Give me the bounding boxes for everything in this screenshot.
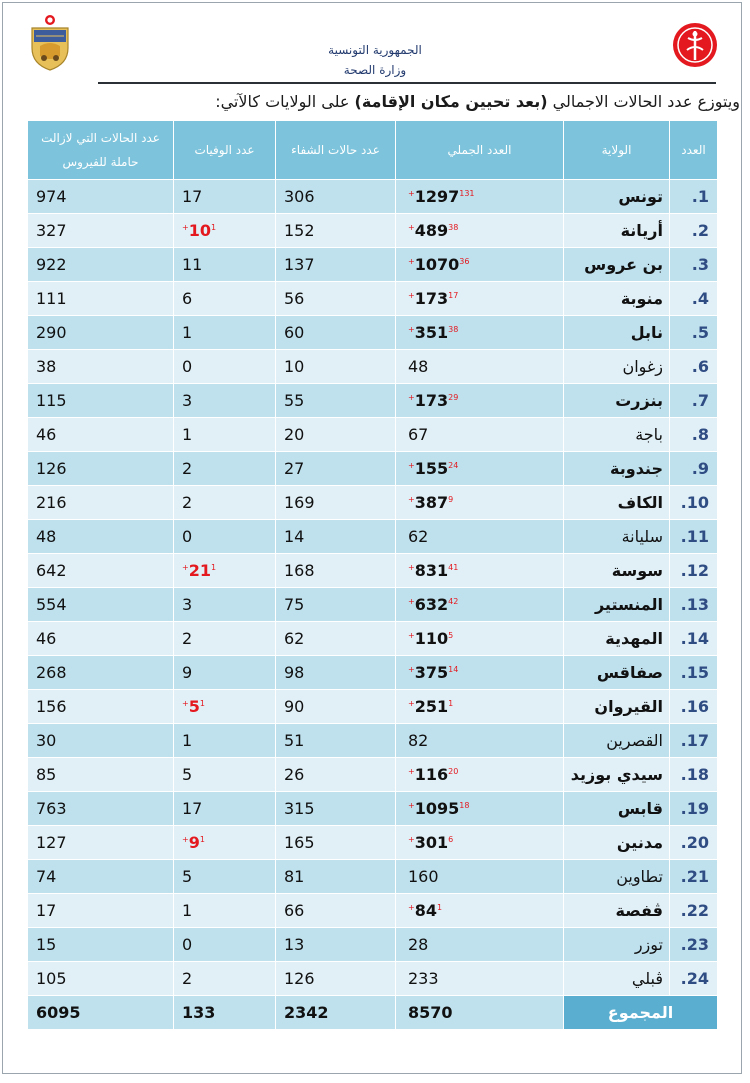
deaths-value: 2 (182, 459, 193, 478)
recovered-sum: 2342 (276, 996, 396, 1030)
recovered-value: 306 (276, 180, 396, 214)
governorate-name: منوبة (564, 282, 670, 316)
deaths-cell (174, 588, 276, 622)
ministry-heading (0, 40, 750, 80)
row-index: 24. (670, 962, 718, 996)
table-row (28, 860, 718, 894)
row-index: 8. (670, 418, 718, 452)
deaths-cell (174, 928, 276, 962)
deaths-value: 10 (188, 221, 211, 240)
col-header-index: العدد (670, 121, 718, 180)
row-index: 15. (670, 656, 718, 690)
total-cell (396, 418, 564, 452)
governorate-name: القصرين (564, 724, 670, 758)
republic-label: الجمهورية التونسية (328, 43, 422, 57)
governorate-name: نابل (564, 316, 670, 350)
recovered-value: 26 (276, 758, 396, 792)
recovered-value: 152 (276, 214, 396, 248)
deaths-cell (174, 656, 276, 690)
deaths-cell (174, 690, 276, 724)
deaths-value: 6 (182, 289, 193, 308)
deaths-value: 2 (182, 969, 193, 988)
deaths-cell (174, 384, 276, 418)
total-delta: 38+ (408, 324, 459, 334)
deaths-cell (174, 520, 276, 554)
active-value: 46 (28, 418, 174, 452)
deaths-value: 17 (182, 187, 203, 206)
deaths-cell (174, 180, 276, 214)
total-value: 632 (414, 595, 449, 614)
total-delta: 38+ (408, 222, 459, 232)
active-value: 327 (28, 214, 174, 248)
deaths-value: 0 (182, 357, 193, 376)
header-divider (98, 82, 716, 84)
active-value: 111 (28, 282, 174, 316)
governorate-name: ڨفصة (564, 894, 670, 928)
deaths-cell (174, 316, 276, 350)
row-index: 18. (670, 758, 718, 792)
governorate-name: قابس (564, 792, 670, 826)
total-value: 1297 (414, 187, 460, 206)
total-delta: 9+ (408, 494, 454, 504)
row-index: 21. (670, 860, 718, 894)
total-delta: 36+ (408, 256, 470, 266)
row-index: 3. (670, 248, 718, 282)
recovered-value: 14 (276, 520, 396, 554)
row-index: 9. (670, 452, 718, 486)
governorate-name: المهدية (564, 622, 670, 656)
total-delta: 131+ (408, 188, 475, 198)
active-value: 974 (28, 180, 174, 214)
deaths-value: 5 (182, 765, 193, 784)
totals-row (28, 996, 718, 1030)
total-value: 48 (408, 357, 429, 376)
governorate-name: ڨبلي (564, 962, 670, 996)
deaths-value: 3 (182, 391, 193, 410)
table-row (28, 350, 718, 384)
deaths-delta: 1+ (182, 222, 217, 232)
recovered-value: 55 (276, 384, 396, 418)
table-row (28, 962, 718, 996)
total-value: 62 (408, 527, 429, 546)
deaths-value: 5 (188, 697, 200, 716)
deaths-cell (174, 826, 276, 860)
total-cell (396, 894, 564, 928)
row-index: 7. (670, 384, 718, 418)
governorate-name: بن عروس (564, 248, 670, 282)
total-cell (396, 350, 564, 384)
total-cell (396, 452, 564, 486)
recovered-value: 51 (276, 724, 396, 758)
active-value: 85 (28, 758, 174, 792)
deaths-cell (174, 350, 276, 384)
intro-suffix: على الولايات كالآتي: (215, 92, 350, 111)
table-row (28, 418, 718, 452)
total-cell (396, 486, 564, 520)
intro-prefix: ويتوزع عدد الحالات الاجمالي (552, 92, 740, 111)
total-cell (396, 384, 564, 418)
row-index: 6. (670, 350, 718, 384)
deaths-cell (174, 282, 276, 316)
active-value: 38 (28, 350, 174, 384)
active-value: 763 (28, 792, 174, 826)
active-value: 216 (28, 486, 174, 520)
deaths-cell (174, 758, 276, 792)
deaths-cell (174, 486, 276, 520)
deaths-value: 1 (182, 323, 193, 342)
active-value: 642 (28, 554, 174, 588)
total-value: 387 (414, 493, 449, 512)
active-value: 126 (28, 452, 174, 486)
total-delta: 18+ (408, 800, 470, 810)
total-cell (396, 656, 564, 690)
col-header-total: العدد الجملي (396, 121, 564, 180)
total-cell (396, 860, 564, 894)
total-value: 1095 (414, 799, 460, 818)
table-row (28, 826, 718, 860)
active-sum: 6095 (28, 996, 174, 1030)
deaths-value: 1 (182, 425, 193, 444)
total-cell (396, 758, 564, 792)
governorate-name: القيروان (564, 690, 670, 724)
table-row (28, 248, 718, 282)
recovered-value: 165 (276, 826, 396, 860)
governorate-name: مدنين (564, 826, 670, 860)
row-index: 10. (670, 486, 718, 520)
active-value: 15 (28, 928, 174, 962)
total-cell (396, 928, 564, 962)
total-value: 28 (408, 935, 429, 954)
recovered-value: 126 (276, 962, 396, 996)
total-value: 160 (408, 867, 439, 886)
recovered-value: 315 (276, 792, 396, 826)
row-index: 19. (670, 792, 718, 826)
row-index: 13. (670, 588, 718, 622)
table-row (28, 520, 718, 554)
row-index: 12. (670, 554, 718, 588)
deaths-cell (174, 962, 276, 996)
row-index: 23. (670, 928, 718, 962)
row-index: 2. (670, 214, 718, 248)
deaths-value: 9 (182, 663, 193, 682)
table-row (28, 486, 718, 520)
total-cell (396, 690, 564, 724)
deaths-value: 1 (182, 901, 193, 920)
deaths-cell (174, 792, 276, 826)
table-row (28, 180, 718, 214)
recovered-value: 90 (276, 690, 396, 724)
deaths-value: 2 (182, 629, 193, 648)
active-value: 156 (28, 690, 174, 724)
total-cell (396, 724, 564, 758)
row-index: 11. (670, 520, 718, 554)
deaths-delta: 1+ (182, 698, 205, 708)
total-value: 155 (414, 459, 449, 478)
health-ministry-logo-icon (672, 22, 718, 68)
active-value: 17 (28, 894, 174, 928)
total-delta: 1+ (408, 698, 454, 708)
total-delta: 24+ (408, 460, 459, 470)
total-cell (396, 588, 564, 622)
deaths-cell (174, 724, 276, 758)
recovered-value: 56 (276, 282, 396, 316)
table-row (28, 724, 718, 758)
governorate-name: زغوان (564, 350, 670, 384)
total-cell (396, 554, 564, 588)
intro-sentence (150, 92, 740, 111)
deaths-cell (174, 622, 276, 656)
table-row (28, 588, 718, 622)
row-index: 20. (670, 826, 718, 860)
governorate-name: توزر (564, 928, 670, 962)
deaths-value: 21 (188, 561, 211, 580)
governorate-name: المنستير (564, 588, 670, 622)
total-delta: 14+ (408, 664, 459, 674)
total-delta: 29+ (408, 392, 459, 402)
total-value: 1070 (414, 255, 460, 274)
governorate-name: أريانة (564, 214, 670, 248)
total-cell (396, 180, 564, 214)
active-value: 554 (28, 588, 174, 622)
recovered-value: 137 (276, 248, 396, 282)
table-row (28, 214, 718, 248)
total-delta: 41+ (408, 562, 459, 572)
col-header-deaths: عدد الوفيات (174, 121, 276, 180)
totals-label: المجموع (564, 996, 718, 1030)
deaths-cell (174, 452, 276, 486)
total-cell (396, 622, 564, 656)
recovered-value: 10 (276, 350, 396, 384)
total-delta: 42+ (408, 596, 459, 606)
table-row (28, 316, 718, 350)
cases-table (27, 120, 718, 1030)
active-value: 127 (28, 826, 174, 860)
table-row (28, 792, 718, 826)
deaths-cell (174, 894, 276, 928)
deaths-delta: 1+ (182, 562, 217, 572)
total-value: 233 (408, 969, 439, 988)
deaths-value: 2 (182, 493, 193, 512)
table-header-row (28, 121, 718, 180)
governorate-name: تونس (564, 180, 670, 214)
row-index: 14. (670, 622, 718, 656)
deaths-cell (174, 248, 276, 282)
total-cell (396, 214, 564, 248)
total-value: 173 (414, 391, 449, 410)
active-value: 48 (28, 520, 174, 554)
recovered-value: 98 (276, 656, 396, 690)
deaths-value: 5 (182, 867, 193, 886)
row-index: 5. (670, 316, 718, 350)
table-row (28, 452, 718, 486)
row-index: 22. (670, 894, 718, 928)
col-header-active: عدد الحالات التي لازالت حاملة للفيروس (28, 121, 174, 180)
active-value: 74 (28, 860, 174, 894)
deaths-delta: 1+ (182, 834, 205, 844)
row-index: 16. (670, 690, 718, 724)
recovered-value: 60 (276, 316, 396, 350)
governorate-name: سوسة (564, 554, 670, 588)
intro-bold: (بعد تحيين مكان الإقامة) (354, 92, 548, 111)
recovered-value: 81 (276, 860, 396, 894)
total-delta: 17+ (408, 290, 459, 300)
col-header-recovered: عدد حالات الشفاء (276, 121, 396, 180)
active-value: 46 (28, 622, 174, 656)
recovered-value: 62 (276, 622, 396, 656)
total-value: 831 (414, 561, 449, 580)
deaths-value: 9 (188, 833, 200, 852)
governorate-name: سيدي بوزيد (564, 758, 670, 792)
governorate-name: جندوبة (564, 452, 670, 486)
table-row (28, 656, 718, 690)
table-row (28, 282, 718, 316)
total-cell (396, 962, 564, 996)
governorate-name: الكاف (564, 486, 670, 520)
deaths-value: 0 (182, 527, 193, 546)
table-row (28, 690, 718, 724)
active-value: 30 (28, 724, 174, 758)
total-cell (396, 826, 564, 860)
deaths-sum: 133 (174, 996, 276, 1030)
recovered-value: 20 (276, 418, 396, 452)
deaths-cell (174, 214, 276, 248)
total-cell (396, 792, 564, 826)
deaths-value: 1 (182, 731, 193, 750)
total-value: 67 (408, 425, 429, 444)
total-delta: 6+ (408, 834, 454, 844)
deaths-value: 17 (182, 799, 203, 818)
total-value: 116 (414, 765, 449, 784)
active-value: 290 (28, 316, 174, 350)
deaths-value: 0 (182, 935, 193, 954)
ministry-label: وزارة الصحة (343, 63, 407, 77)
governorate-name: باجة (564, 418, 670, 452)
total-sum: 8570 (396, 996, 564, 1030)
active-value: 105 (28, 962, 174, 996)
total-value: 375 (414, 663, 449, 682)
row-index: 1. (670, 180, 718, 214)
total-cell (396, 248, 564, 282)
recovered-value: 66 (276, 894, 396, 928)
active-value: 922 (28, 248, 174, 282)
total-value: 173 (414, 289, 449, 308)
recovered-value: 13 (276, 928, 396, 962)
deaths-cell (174, 860, 276, 894)
total-value: 251 (414, 697, 449, 716)
table-row (28, 384, 718, 418)
governorate-name: تطاوين (564, 860, 670, 894)
deaths-value: 11 (182, 255, 203, 274)
table-row (28, 758, 718, 792)
table-row (28, 554, 718, 588)
col-header-governorate: الولاية (564, 121, 670, 180)
row-index: 4. (670, 282, 718, 316)
total-value: 489 (414, 221, 449, 240)
total-cell (396, 316, 564, 350)
deaths-value: 3 (182, 595, 193, 614)
recovered-value: 27 (276, 452, 396, 486)
total-cell (396, 520, 564, 554)
governorate-name: بنزرت (564, 384, 670, 418)
table-row (28, 928, 718, 962)
governorate-name: سليانة (564, 520, 670, 554)
deaths-cell (174, 554, 276, 588)
total-delta: 20+ (408, 766, 459, 776)
active-value: 115 (28, 384, 174, 418)
recovered-value: 75 (276, 588, 396, 622)
total-value: 301 (414, 833, 449, 852)
total-value: 82 (408, 731, 429, 750)
recovered-value: 168 (276, 554, 396, 588)
total-delta: 5+ (408, 630, 454, 640)
total-value: 84 (414, 901, 437, 920)
governorate-name: صفاقس (564, 656, 670, 690)
total-cell (396, 282, 564, 316)
row-index: 17. (670, 724, 718, 758)
table-row (28, 622, 718, 656)
total-value: 351 (414, 323, 449, 342)
table-row (28, 894, 718, 928)
total-value: 110 (414, 629, 449, 648)
total-delta: 1+ (408, 902, 443, 912)
deaths-cell (174, 418, 276, 452)
active-value: 268 (28, 656, 174, 690)
recovered-value: 169 (276, 486, 396, 520)
